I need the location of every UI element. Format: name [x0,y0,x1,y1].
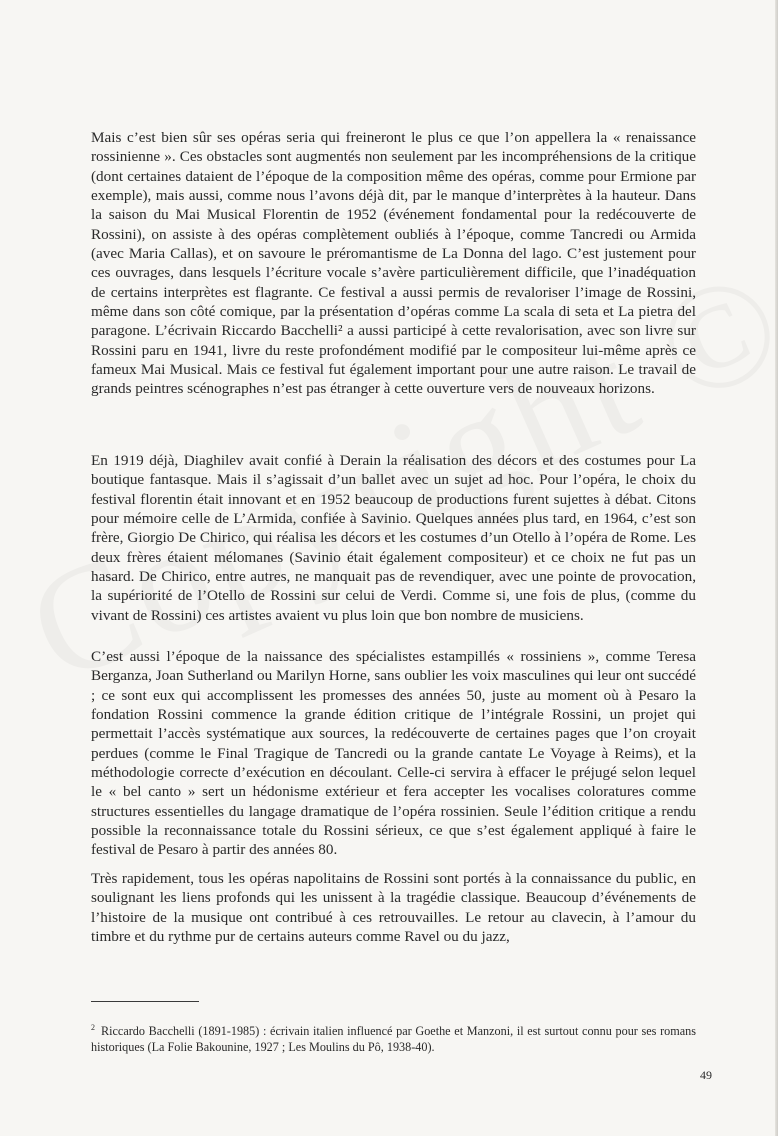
footnote [91,1020,696,1055]
paragraph-1 [91,128,696,399]
paragraph-4-text: Très rapidement, tous les opéras napolitains de Rossini sont portés à la connaissance du public, en soulignant les liens profonds qui les unissent à la tragédie classique. Beaucoup d’événements de l’histoire de la musique ont contribué à ces retrouvailles. Le retour au clavecin, à l’amour du timbre et du rythme pur de certains auteurs comme Ravel ou du jazz, [91,870,696,946]
footnote-text: Riccardo Bacchelli (1891-1985) : écrivain italien influencé par Goethe et Manzoni, il est surtout connu pour ses romans historiques (La Folie Bakounine, 1927 ; Les Moulins du Pô, 1938-40). [91,1024,696,1055]
footnote-divider [91,1001,199,1002]
paragraph-3 [91,647,696,860]
footnote-marker: 2 [91,1023,95,1032]
paragraph-1-text: Mais c’est bien sûr ses opéras seria qui freineront le plus ce que l’on appellera la « renaissance rossinienne ». Ces obstacles sont augmentés non seulement par les incompréhensions de la critique (dont certaines dataient de l’époque de la composition même des opéras, comme pour Ermione par exemple), mais aussi, comme nous l’avons déjà dit, par le manque d’interprètes à la hauteur. Dans la saison du Mai Musical Florentin de 1952 (événement fondamental pour la redécouverte de Rossini), on assiste à des opéras complètement oubliés à l’époque, comme Tancredi ou Armida (avec Maria Callas), et on savoure le préromantisme de La Donna del lago. C’est justement pour ces ouvrages, dans lesquels l’écriture vocale s’avère particulièrement difficile, que l’inadéquation de certains interprètes est flagrante. Ce festival a aussi permis de revaloriser l’image de Rossini, même dans son côté comique, par la présentation d’opéras comme La scala di seta et La pietra del paragone. L’écrivain Riccardo Bacchelli² a aussi participé à cette revalorisation, avec son livre sur Rossini paru en 1941, livre du reste profondément modifié par le compositeur lui-même après ce fameux Mai Musical. Mais ce festival fut également important pour une autre raison. Le travail de grands peintres scénographes n’est pas étranger à cette ouverture vers de nouveaux horizons. [91,129,696,398]
paragraph-4 [91,869,696,946]
paragraph-2-text: En 1919 déjà, Diaghilev avait confié à Derain la réalisation des décors et des costumes pour La boutique fantasque. Mais il s’agissait d’un ballet avec un sujet ad hoc. Pour l’opéra, le choix du festival florentin était innovant et en 1952 beaucoup de productions furent sujettes à débat. Citons pour mémoire celle de L’Armida, confiée à Savinio. Quelques années plus tard, en 1964, c’est son frère, Giorgio De Chirico, qui réalisa les décors et les costumes d’un Otello à l’opéra de Rome. Les deux frères étaient mélomanes (Savinio était également compositeur) et ce choix ne fut pas un hasard. De Chirico, entre autres, ne manquait pas de revendiquer, avec une pointe de provocation, la supériorité de l’Otello de Rossini sur celui de Verdi. Comme si, une fois de plus, (comme du vivant de Rossini) ces artistes avaient vu plus loin que bon nombre de musiciens. [91,452,696,624]
paragraph-3-text: C’est aussi l’époque de la naissance des spécialistes estampillés « rossiniens », comme Teresa Berganza, Joan Sutherland ou Marilyn Horne, sans oublier les voix masculines qui leur ont succédé ; ce sont eux qui accomplissent les promesses des années 50, juste au moment où à Pesaro la fondation Rossini commence la grande édition critique de l’intégrale Rossini, un projet qui permettait l’accès systématique aux sources, la redécouverte de certaines pages que l’on croyait perdues (comme le Final Tragique de Tancredi ou la grande cantate Le Voyage à Reims), et la méthodologie correcte d’exécution en découlant. Celle-ci servira à effacer le préjugé selon lequel le « bel canto » sert un hédonisme extérieur et fera accepter les vocalises coloratures comme structures essentielles du langage dramatique de l’opéra rossinien. Seule l’édition critique a rendu possible la reconnaissance totale du Rossini sérieux, ce que s’est également appliqué à faire le festival de Pesaro à partir des années 80. [91,648,696,859]
page-number: 49 [700,1068,712,1082]
paragraph-2 [91,451,696,625]
